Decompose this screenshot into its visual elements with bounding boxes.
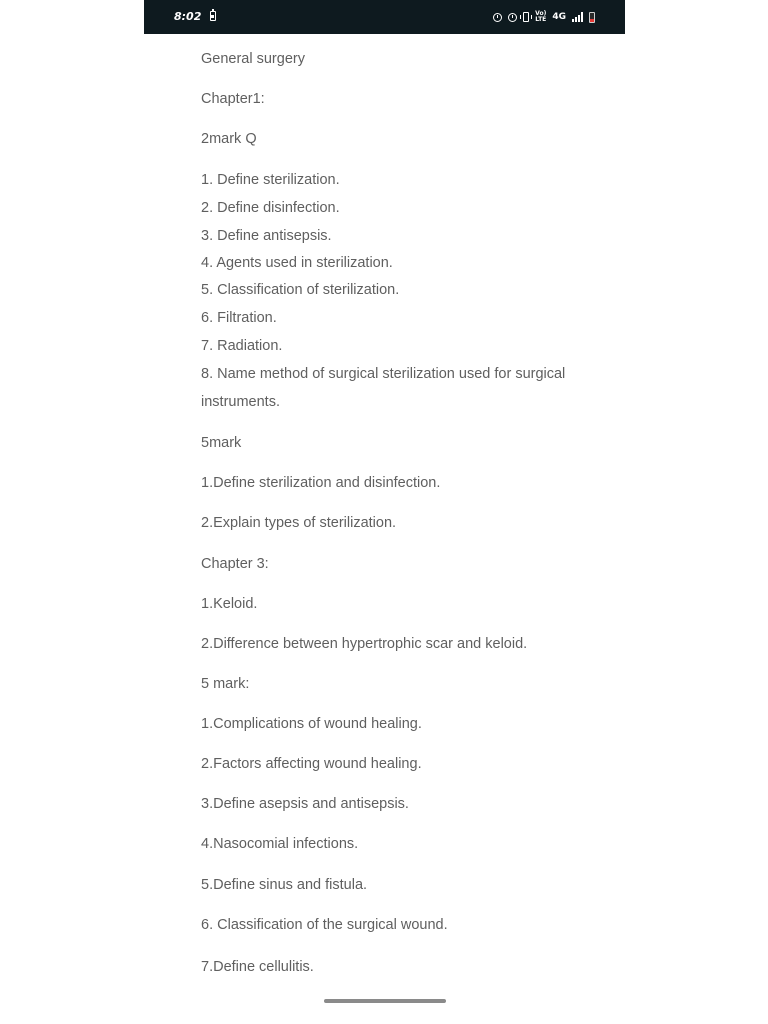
list-item: 1.Complications of wound healing.: [201, 716, 422, 732]
chapter3-heading: Chapter 3:: [201, 556, 269, 572]
status-time: 8:02: [174, 10, 202, 23]
list-item: 6. Filtration.: [201, 310, 277, 326]
volte-bottom-text: LTE: [535, 16, 547, 23]
list-item: 6. Classification of the surgical wound.: [201, 917, 448, 933]
data-saver-icon: [508, 13, 517, 22]
list-item: 1. Define sterilization.: [201, 172, 340, 188]
battery-saver-icon: [210, 11, 216, 21]
status-bar: [144, 0, 625, 34]
list-item: 2.Factors affecting wound healing.: [201, 756, 422, 772]
phone-screen: [144, 0, 625, 1024]
chapter1-heading: Chapter1:: [201, 91, 265, 107]
alarm-icon: [493, 13, 502, 22]
five-mark-heading: 5mark: [201, 435, 242, 451]
list-item: 2. Define disinfection.: [201, 200, 340, 216]
list-item: 7.Define cellulitis.: [201, 959, 314, 975]
list-item: 1.Define sterilization and disinfection.: [201, 475, 441, 491]
status-icons: [493, 9, 595, 25]
signal-icon: [572, 12, 583, 22]
list-item: 5. Classification of sterilization.: [201, 282, 400, 298]
list-item: 4.Nasocomial infections.: [201, 836, 359, 852]
list-item: 3.Define asepsis and antisepsis.: [201, 796, 409, 812]
two-mark-heading: 2mark Q: [201, 131, 257, 147]
volte-top-text: Vo): [535, 10, 547, 17]
list-item: 1.Keloid.: [201, 596, 258, 612]
volte-icon: [535, 11, 546, 23]
chapter3-five-mark-heading: 5 mark:: [201, 676, 250, 692]
list-item: 8. Name method of surgical sterilization used for surgical instruments.: [201, 366, 566, 410]
list-item: 2.Explain types of sterilization.: [201, 515, 397, 531]
list-item: 4. Agents used in sterilization.: [201, 255, 393, 271]
home-indicator[interactable]: [324, 999, 446, 1003]
battery-icon: [589, 12, 595, 23]
list-item: 5.Define sinus and fistula.: [201, 877, 368, 893]
document-title: General surgery: [201, 51, 305, 67]
list-item: 7. Radiation.: [201, 338, 283, 354]
list-item: 2.Difference between hypertrophic scar and keloid.: [201, 636, 528, 652]
list-item: 3. Define antisepsis.: [201, 228, 332, 244]
network-type: 4G: [552, 12, 566, 22]
vibrate-icon: [523, 12, 529, 22]
